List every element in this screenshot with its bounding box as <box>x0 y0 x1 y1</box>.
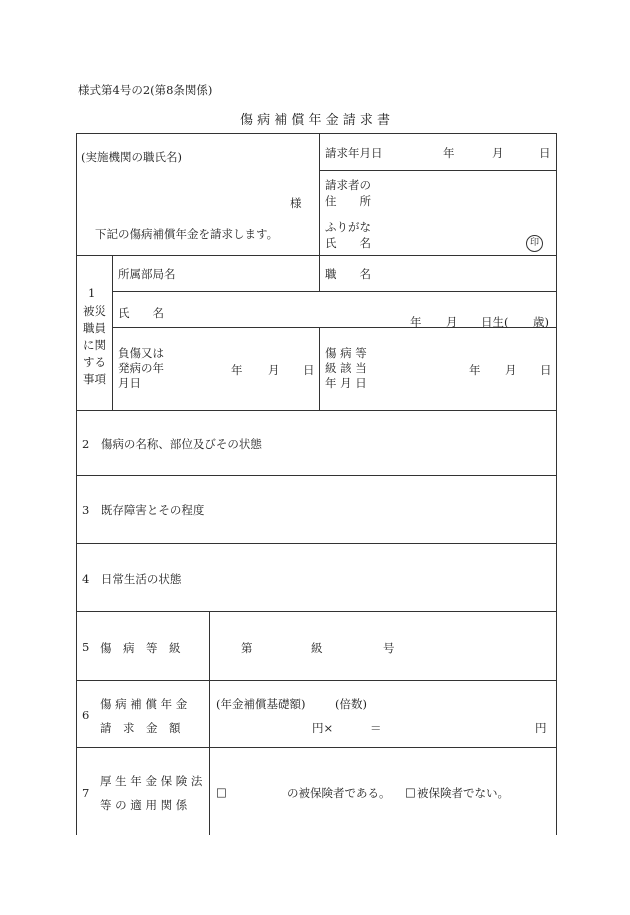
injury-month: 月 <box>268 363 280 377</box>
insured-text: の被保険者である。 <box>287 786 391 800</box>
request-date-month: 月 <box>492 146 504 160</box>
section3-label: 3 既存障害とその程度 <box>82 503 205 517</box>
employee-name-label: 氏 名 <box>118 306 164 320</box>
section7-label-2: 等 の 適 用 関 係 <box>100 798 188 812</box>
birth-age: 歳) <box>533 315 549 329</box>
grade-year: 年 <box>469 363 481 377</box>
grade-kyu: 級 <box>311 641 323 655</box>
base-amount-label: (年金補償基礎額) <box>216 697 306 711</box>
section1-number: 1 <box>88 286 96 300</box>
grade-go: 号 <box>383 641 395 655</box>
insured-checkbox[interactable]: □ <box>216 785 227 799</box>
birth-year: 年 <box>410 315 422 329</box>
furigana-label: ふりがな <box>325 220 371 234</box>
section6-label-2: 請 求 金 額 <box>100 721 181 735</box>
seal-mark: 印 <box>526 235 543 252</box>
section5-label: 傷 病 等 級 <box>100 641 181 655</box>
injury-date-label: 負傷又は 発病の年 月日 <box>118 346 164 390</box>
grade-day: 日 <box>540 363 552 377</box>
section5-number: 5 <box>82 640 90 654</box>
position-label: 職 名 <box>325 267 371 281</box>
yen-label: 円 <box>535 721 547 735</box>
dept-label: 所属部局名 <box>118 267 176 281</box>
injury-year: 年 <box>231 363 243 377</box>
grade-month: 月 <box>505 363 517 377</box>
agency-label: (実施機関の職氏名) <box>81 150 182 164</box>
address-label-1: 請求者の <box>325 178 371 192</box>
injury-day: 日 <box>303 363 315 377</box>
section4-label: 4 日常生活の状態 <box>82 572 182 586</box>
sama-label: 様 <box>290 196 302 210</box>
page-title: 傷 病 補 償 年 金 請 求 書 <box>239 113 391 128</box>
section2-label: 2 傷病の名称、部位及びその状態 <box>82 437 262 451</box>
request-date-year: 年 <box>443 146 455 160</box>
request-date-label: 請求年月日 <box>325 146 383 160</box>
request-text: 下記の傷病補償年金を請求します。 <box>95 227 279 241</box>
birth-month: 月 <box>446 315 458 329</box>
birth-day: 日生( <box>481 315 509 329</box>
not-insured-text: 被保険者でない。 <box>417 786 509 800</box>
section6-number: 6 <box>82 708 90 722</box>
applicant-name-label: 氏 名 <box>325 236 371 250</box>
section6-label-1: 傷 病 補 償 年 金 <box>100 697 188 711</box>
form-id: 様式第4号の2(第8条関係) <box>78 83 213 97</box>
grade-dai: 第 <box>241 641 253 655</box>
not-insured-checkbox[interactable]: □ <box>405 785 416 799</box>
section7-label-1: 厚 生 年 金 保 険 法 <box>100 774 203 788</box>
yen-times: 円× <box>312 721 334 735</box>
grade-date-label: 傷 病 等 級 該 当 年 月 日 <box>325 346 367 390</box>
equals-sign: ＝ <box>370 721 382 735</box>
section7-number: 7 <box>82 786 90 800</box>
section1-label: 被災 職員 に関 する 事項 <box>83 304 106 386</box>
address-label-2: 住 所 <box>325 194 371 208</box>
multiplier-label: (倍数) <box>335 697 367 711</box>
request-date-day: 日 <box>539 146 551 160</box>
